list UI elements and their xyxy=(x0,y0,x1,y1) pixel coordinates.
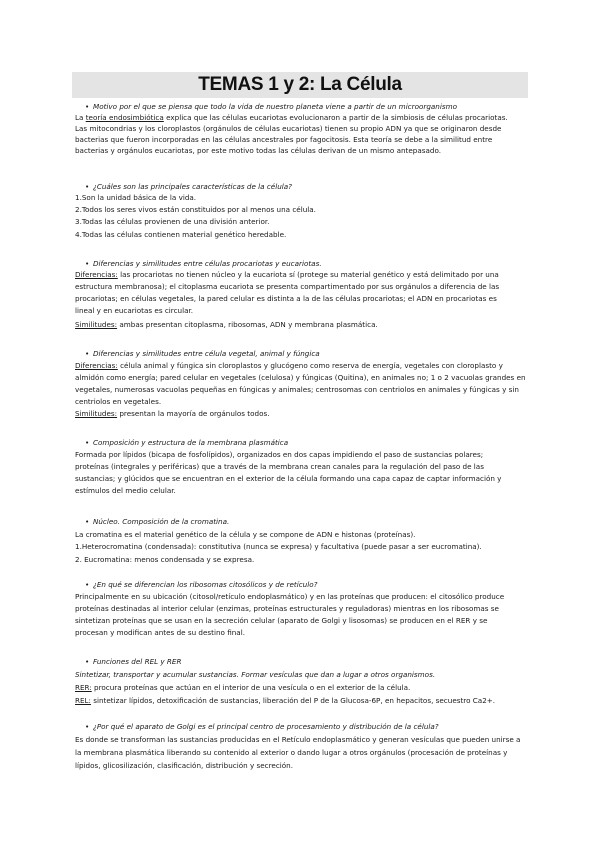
answer-line: estímulos del medio celular. xyxy=(75,486,176,495)
text: las procariotas no tienen núcleo y la eucariota sí (protege su material genético y está delimitado por una xyxy=(117,270,499,279)
question-3 xyxy=(85,258,533,269)
bullet-icon: • xyxy=(85,517,90,526)
bullet-icon: • xyxy=(85,580,90,589)
bullet-icon: • xyxy=(85,102,90,111)
answer-line: almidón como energía; pared celular en vegetales (celulosa) y fúngicas (Quitina), en animales no; 1 o 2 vacuolas grandes en xyxy=(75,373,526,382)
page-title: TEMAS 1 y 2: La Célula xyxy=(198,74,402,95)
bullet-icon: • xyxy=(85,722,90,731)
answer-line: 2. Eucromatina: menos condensada y se expresa. xyxy=(75,555,255,564)
question-text: Funciones del REL y RER xyxy=(93,657,182,666)
question-5 xyxy=(85,437,533,448)
answer-line: Las mitocondrias y los cloroplastos (orgánulos de células eucariotas) tienen su propio ADN ya que se originaron desde xyxy=(75,124,502,133)
question-7 xyxy=(85,579,533,590)
answer-line: 3.Todas las células provienen de una división anterior. xyxy=(75,217,270,226)
question-6 xyxy=(85,516,533,527)
question-text: Diferencias y similitudes entre células procariotas y eucariotas. xyxy=(93,259,322,268)
answer-line: estructura membranosa); el citoplasma eucariota se presenta compartimentado por sus orgánulos a diferencia de las xyxy=(75,282,500,291)
answer-line: Sintetizar, transportar y acumular sustancias. Formar vesículas que dan a lugar a otros organismos. xyxy=(75,670,436,679)
title-banner xyxy=(72,72,528,98)
answer-line xyxy=(75,269,535,280)
answer-line: sustancias; y glúcidos que se encuentran en el exterior de la célula formando una capa capaz de captar información y xyxy=(75,474,502,483)
question-1 xyxy=(85,101,533,112)
answer-line: la membrana plasmática liberando su contenido al exterior o dando lugar a otros orgánulos (procesación de proteínas y xyxy=(75,748,508,757)
answer-line: Es donde se transforman las sustancias producidas en el Retículo endoplasmático y generan vesículas que pueden unirse a xyxy=(75,735,521,744)
answer-line xyxy=(75,360,535,371)
answer-line xyxy=(75,408,535,419)
underlined-label: REL: xyxy=(75,696,91,705)
question-text: ¿Por qué el aparato de Golgi es el principal centro de procesamiento y distribución de la célula? xyxy=(93,722,439,731)
answer-line: proteínas (integrales y periféricas) que a través de la membrana crean canales para la regulación del paso de las xyxy=(75,462,484,471)
answer-line: bacterias que fueron incorporadas en las células ancestrales por fagocitosis. Esta teoría se debe a la similitud entre xyxy=(75,135,493,144)
answer-line: lineal y en eucariotas es circular. xyxy=(75,306,194,315)
question-text: ¿En qué se diferencian los ribosomas citosólicos y de retículo? xyxy=(93,580,318,589)
bullet-icon: • xyxy=(85,349,90,358)
answer-line: 1.Son la unidad básica de la vida. xyxy=(75,193,197,202)
underlined-label: RER: xyxy=(75,683,92,692)
question-8 xyxy=(85,656,533,667)
question-text: Diferencias y similitudes entre célula vegetal, animal y fúngica xyxy=(93,349,320,358)
answer-line: bacterias y orgánulos eucariotas, por este motivo todas las células derivan de un mismo antepasado. xyxy=(75,146,442,155)
underlined-term: teoría endosimbiótica xyxy=(85,113,164,122)
answer-line: 4.Todas las células contienen material genético heredable. xyxy=(75,230,287,239)
question-2 xyxy=(85,181,533,192)
underlined-label: Diferencias: xyxy=(75,361,118,370)
text: explica que las células eucariotas evolucionaron a partir de la simbiosis de células procariotas. xyxy=(163,113,508,122)
answer-line: procariotas; en células vegetales, la pared celular es distinta a la de las células procariotas; el ADN en procariotas es xyxy=(75,294,497,303)
answer-line: lípidos, glicosilización, clasificación, distribución y secreción. xyxy=(75,761,294,770)
bullet-icon: • xyxy=(85,657,90,666)
answer-line: sintetizan proteínas que se usan en la secreción celular (aparato de Golgi y lisosomas) se producen en el RER y se xyxy=(75,616,488,625)
question-text: Composición y estructura de la membrana plasmática xyxy=(93,438,289,447)
text: procura proteínas que actúan en el interior de una vesícula o en el exterior de la célula. xyxy=(91,683,411,692)
answer-line: procesan y modifican antes de su destino final. xyxy=(75,628,245,637)
answer-line: vegetales, numerosas vacuolas pequeñas en fúngicas y animales; centrosomas con centriolos en animales y fúngicas y sin xyxy=(75,385,519,394)
answer-line: Formada por lípidos (bicapa de fosfolípidos), organizados en dos capas impidiendo el paso de sustancias polares; xyxy=(75,450,484,459)
underlined-label: Diferencias: xyxy=(75,270,118,279)
answer-line: 1.Heterocromatina (condensada): constitutiva (nunca se expresa) y facultativa (puede pasar a ser eucromatina). xyxy=(75,542,482,551)
underlined-label: Similitudes: xyxy=(75,320,118,329)
text: célula animal y fúngica sin cloroplastos y glucógeno como reserva de energía, vegetales con cloroplasto y xyxy=(117,361,503,370)
bullet-icon: • xyxy=(85,259,90,268)
question-text: ¿Cuáles son las principales características de la célula? xyxy=(93,182,292,191)
answer-line: 2.Todos los seres vivos están constituidos por al menos una célula. xyxy=(75,205,316,214)
text: La xyxy=(75,113,86,122)
text: sintetizar lípidos, detoxificación de sustancias, liberación del P de la Glucosa-6P, en hepacitos, secuestro Ca2+. xyxy=(90,696,496,705)
answer-line xyxy=(75,682,535,693)
text: ambas presentan citoplasma, ribosomas, ADN y membrana plasmática. xyxy=(117,320,378,329)
answer-line xyxy=(75,695,535,706)
text: presentan la mayoría de orgánulos todos. xyxy=(117,409,270,418)
answer-line: centriolos en vegetales. xyxy=(75,397,162,406)
question-9 xyxy=(85,721,533,732)
question-4 xyxy=(85,348,533,359)
bullet-icon: • xyxy=(85,182,90,191)
answer-line xyxy=(75,112,535,123)
question-text: Núcleo. Composición de la cromatina. xyxy=(93,517,230,526)
answer-line: La cromatina es el material genético de la célula y se compone de ADN e histonas (proteínas). xyxy=(75,530,416,539)
question-text: Motivo por el que se piensa que todo la vida de nuestro planeta viene a partir de un microorganismo xyxy=(93,102,458,111)
answer-line xyxy=(75,319,535,330)
answer-line: Principalmente en su ubicación (citosol/retículo endoplasmático) y en las proteínas que producen: el citosólico produce xyxy=(75,592,505,601)
answer-line: proteínas destinadas al interior celular (enzimas, proteínas estructurales y reguladoras) mientras en los ribosomas se xyxy=(75,604,499,613)
bullet-icon: • xyxy=(85,438,90,447)
underlined-label: Similitudes: xyxy=(75,409,118,418)
